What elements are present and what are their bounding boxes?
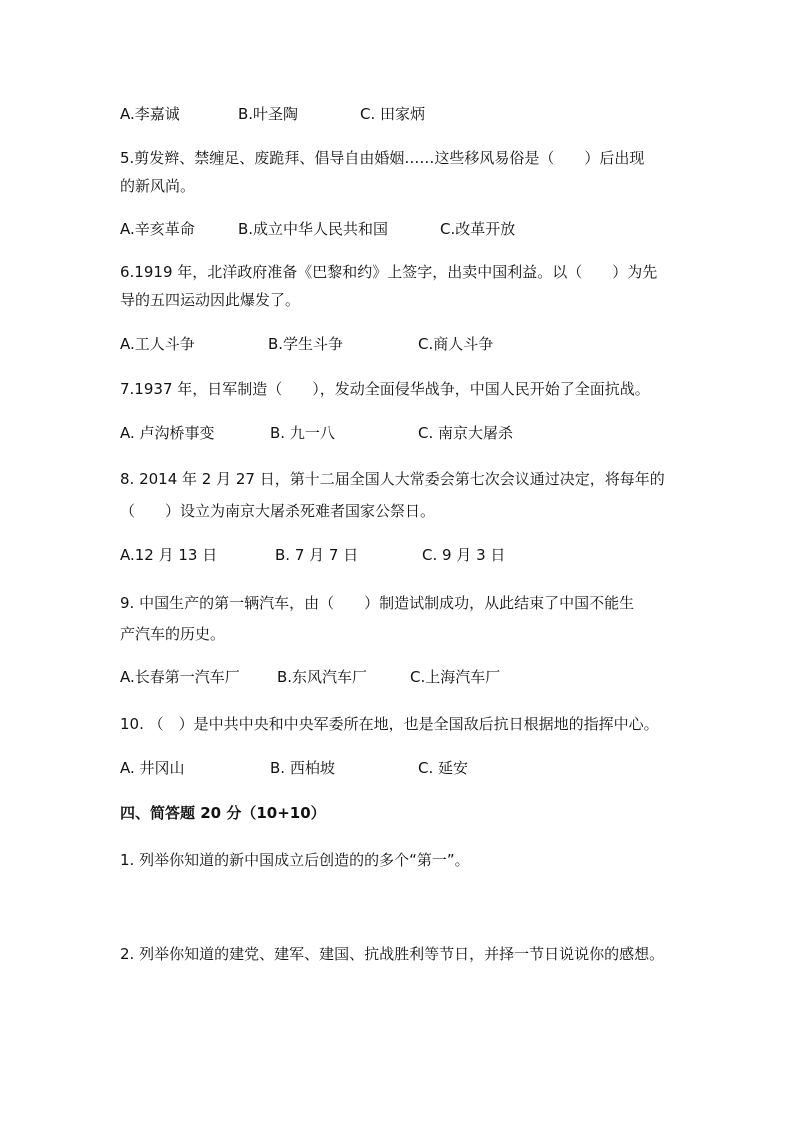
q7-option-b: B. 九一八 [270,424,335,442]
q8-option-c: C. 9 月 3 日 [422,546,506,564]
q5-option-a: A.辛亥革命 [120,220,195,238]
q8-text-line1: 8. 2014 年 2 月 27 日，第十二届全国人大常委会第七次会议通过决定，将每年的 [120,470,665,488]
q4-option-a: A.李嘉诚 [120,105,180,123]
q10-option-a: A. 井冈山 [120,759,185,777]
q10-option-b: B. 西柏坡 [270,759,335,777]
q5-text-line1: 5.剪发辫、禁缠足、废跪拜、倡导自由婚姻……这些移风易俗是（ ）后出现 [120,149,645,167]
q9-text-line2: 产汽车的历史。 [120,625,226,643]
q6-option-a: A.工人斗争 [120,335,195,353]
q4-options [120,104,680,124]
q10-option-c: C. 延安 [418,759,469,777]
q5-options [120,219,680,239]
q10-text-line1: 10. （ ）是中共中央和中央军委所在地，也是全国敌后抗日根据地的指挥中心。 [120,715,659,733]
q6-text-line2: 导的五四运动因此爆发了。 [120,291,301,309]
q6-option-b: B.学生斗争 [268,335,344,353]
q8-options [120,545,680,565]
q4-option-c: C. 田家炳 [360,105,426,123]
q7-text-line1: 7.1937 年，日军制造（ ），发动全面侵华战争，中国人民开始了全面抗战。 [120,380,650,398]
section-heading: 四、简答题 20 分（10+10） [120,804,326,822]
q5-text-line2: 的新风尚。 [120,177,196,195]
q9-option-a: A.长春第一汽车厂 [120,668,240,686]
q9-option-b: B.东风汽车厂 [277,668,368,686]
q6-options [120,334,680,354]
q10-options [120,758,680,778]
q5-option-b: B.成立中华人民共和国 [238,220,389,238]
q6-option-c: C.商人斗争 [418,335,494,353]
q9-text-line1: 9. 中国生产的第一辆汽车，由（ ）制造试制成功，从此结束了中国不能生 [120,594,635,612]
q8-option-a: A.12 月 13 日 [120,546,218,564]
q8-option-b: B. 7 月 7 日 [275,546,359,564]
q9-options [120,667,680,687]
q4-option-b: B.叶圣陶 [238,105,299,123]
q5-option-c: C.改革开放 [440,220,516,238]
q8-text-line2: （ ）设立为南京大屠杀死难者国家公祭日。 [120,502,436,520]
q7-option-a: A. 卢沟桥事变 [120,424,215,442]
q7-option-c: C. 南京大屠杀 [418,424,514,442]
short-answer-q1: 1. 列举你知道的新中国成立后创造的的多个“第一”。 [120,851,470,869]
q9-option-c: C.上海汽车厂 [410,668,501,686]
q6-text-line1: 6.1919 年，北洋政府准备《巴黎和约》上签字，出卖中国利益。以（ ）为先 [120,263,658,281]
short-answer-q2: 2. 列举你知道的建党、建军、建国、抗战胜利等节日，并择一节日说说你的感想。 [120,945,665,963]
q7-options [120,423,680,443]
